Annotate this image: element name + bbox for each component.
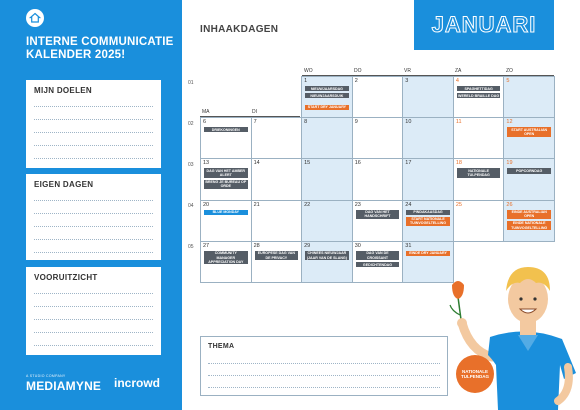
own-days-lines bbox=[34, 188, 153, 253]
event-label: PINDAKAASDAG bbox=[406, 210, 450, 215]
mediamyne-logo-text: MEDIAMYNE bbox=[26, 379, 102, 393]
event-label: DAG VAN HET HANDSCHRIFT bbox=[356, 210, 400, 219]
mediamyne-logo bbox=[26, 374, 101, 393]
calendar-day-cell[interactable] bbox=[301, 76, 353, 118]
month-label: JANUARI bbox=[431, 12, 537, 37]
calendar-day-cell[interactable] bbox=[503, 76, 555, 118]
theme-label: THEMA bbox=[208, 343, 235, 350]
day-number: 20 bbox=[203, 201, 210, 208]
day-number: 19 bbox=[506, 160, 513, 167]
event-label: BLUE MONDAY bbox=[204, 210, 248, 215]
calendar-day-cell[interactable] bbox=[352, 200, 404, 242]
dayhead-ma: MA bbox=[202, 109, 210, 115]
home-logo-icon bbox=[26, 9, 44, 27]
day-number: 21 bbox=[253, 201, 260, 208]
calendar-day-cell[interactable] bbox=[301, 117, 353, 159]
event-label: COMMUNITY MANAGER APPRECIATION DAY bbox=[204, 251, 248, 265]
calendar-title-line-2: KALENDER 2025! bbox=[26, 49, 126, 61]
dayhead-vr: VR bbox=[404, 68, 411, 74]
day-number: 23 bbox=[354, 201, 361, 208]
brand-tagline: A STUDIO COMPANY bbox=[26, 374, 66, 378]
calendar-title bbox=[26, 36, 176, 62]
calendar-day-cell[interactable] bbox=[453, 76, 505, 118]
week-number-5: 05 bbox=[188, 244, 194, 250]
page-title: INHAAKDAGEN bbox=[200, 24, 279, 35]
calendar-day-cell[interactable] bbox=[402, 76, 454, 118]
day-number: 12 bbox=[506, 119, 513, 126]
day-number: 31 bbox=[405, 242, 412, 249]
incrowd-logo: incrowd bbox=[114, 376, 161, 390]
day-number: 5 bbox=[506, 78, 510, 84]
day-number: 11 bbox=[455, 119, 462, 126]
day-number: 7 bbox=[253, 119, 257, 126]
outlook-box[interactable] bbox=[26, 267, 161, 355]
day-number: 9 bbox=[354, 119, 358, 126]
sidebar bbox=[0, 0, 182, 410]
calendar-day-cell[interactable] bbox=[453, 158, 505, 200]
calendar-empty-cell bbox=[251, 76, 303, 118]
event-label: DAG VAN DE CROISSANT bbox=[356, 251, 400, 260]
outlook-box-title: VOORUITZICHT bbox=[34, 273, 98, 282]
day-number: 6 bbox=[203, 119, 207, 126]
calendar-day-cell[interactable] bbox=[453, 117, 505, 159]
calendar-grid bbox=[200, 76, 554, 282]
event-label: NIEUWJAARSDAG bbox=[305, 86, 349, 91]
calendar-day-cell[interactable] bbox=[402, 117, 454, 159]
calendar-day-cell[interactable] bbox=[251, 200, 303, 242]
week-number-1: 01 bbox=[188, 80, 194, 86]
calendar-day-cell[interactable] bbox=[352, 76, 404, 118]
calendar-day-cell[interactable] bbox=[251, 158, 303, 200]
day-number: 4 bbox=[455, 78, 459, 84]
day-number: 14 bbox=[253, 160, 260, 167]
dayhead-zo: ZO bbox=[506, 68, 513, 74]
event-label: DAG VAN HET AMBER ALERT bbox=[204, 168, 248, 177]
event-label: SPAGHETTIDAG bbox=[457, 86, 501, 91]
theme-box[interactable] bbox=[200, 336, 448, 396]
day-number: 24 bbox=[405, 201, 412, 208]
goals-lines bbox=[34, 94, 153, 159]
day-number: 17 bbox=[405, 160, 412, 167]
calendar-day-cell[interactable] bbox=[352, 117, 404, 159]
day-number: 3 bbox=[405, 78, 409, 84]
calendar-day-cell[interactable] bbox=[503, 117, 555, 159]
day-number: 22 bbox=[304, 201, 311, 208]
event-label: NATIONALE TULPENDAG bbox=[457, 168, 501, 177]
calendar-day-cell[interactable] bbox=[301, 200, 353, 242]
dayhead-do: DO bbox=[354, 68, 362, 74]
week-number-3: 03 bbox=[188, 162, 194, 168]
event-label: EINDE DRY JANUARY bbox=[406, 251, 450, 256]
calendar-day-cell[interactable] bbox=[301, 241, 353, 283]
month-banner bbox=[414, 0, 554, 50]
event-label: POPCORNDAG bbox=[507, 168, 551, 173]
calendar-day-cell[interactable] bbox=[301, 158, 353, 200]
dayhead-wo: WO bbox=[304, 68, 313, 74]
day-number: 29 bbox=[304, 242, 311, 249]
dayhead-di: DI bbox=[252, 109, 257, 115]
own-days-box-title: EIGEN DAGEN bbox=[34, 180, 94, 189]
day-number: 25 bbox=[455, 201, 462, 208]
calendar-day-cell[interactable] bbox=[352, 241, 404, 283]
calendar-title-line-1: INTERNE COMMUNICATIE bbox=[26, 36, 174, 48]
calendar-day-cell[interactable] bbox=[503, 200, 555, 242]
day-number: 15 bbox=[304, 160, 311, 167]
event-label: EUROPESE DAG VAN DE PRIVACY bbox=[255, 251, 299, 260]
day-number: 8 bbox=[304, 119, 308, 126]
event-label: EINDE AUSTRALIAN OPEN bbox=[507, 210, 551, 219]
day-number: 1 bbox=[304, 78, 308, 84]
event-label: START DRY JANUARY bbox=[305, 105, 349, 110]
event-label: START NATIONALE TUINVOGELTELLING bbox=[406, 217, 450, 226]
event-label: WERELD BRAILLE DAG bbox=[458, 93, 500, 98]
day-number: 26 bbox=[506, 201, 513, 208]
week-number-4: 04 bbox=[188, 203, 194, 209]
calendar-day-cell[interactable] bbox=[200, 241, 252, 283]
goals-box-title: MIJN DOELEN bbox=[34, 86, 92, 95]
calendar-day-cell[interactable] bbox=[503, 158, 555, 200]
dayhead-za: ZA bbox=[455, 68, 462, 74]
day-number: 10 bbox=[405, 119, 412, 126]
event-label: GEDICHTENDAG bbox=[356, 262, 400, 267]
national-tulip-day-badge: NATIONALE TULPENDAG bbox=[456, 355, 494, 393]
outlook-lines bbox=[34, 281, 153, 346]
calendar-day-cell[interactable] bbox=[200, 117, 252, 159]
day-number: 18 bbox=[455, 160, 462, 167]
day-number: 2 bbox=[354, 78, 358, 84]
calendar-day-cell[interactable] bbox=[402, 158, 454, 200]
day-number: 27 bbox=[203, 242, 210, 249]
event-label: START AUSTRALIAN OPEN bbox=[507, 127, 551, 136]
week-number-2: 02 bbox=[188, 121, 194, 127]
day-number: 30 bbox=[354, 242, 361, 249]
day-number: 16 bbox=[354, 160, 361, 167]
calendar-day-cell[interactable] bbox=[251, 117, 303, 159]
day-number: 13 bbox=[203, 160, 210, 167]
calendar-day-cell[interactable] bbox=[200, 200, 252, 242]
calendar-day-cell[interactable] bbox=[453, 200, 505, 242]
own-days-box[interactable] bbox=[26, 174, 161, 260]
calendar-day-cell[interactable] bbox=[200, 158, 252, 200]
calendar-day-cell[interactable] bbox=[402, 200, 454, 242]
event-label: CHINEES NIEUWJAAR (JAAR VAN DE SLANG) bbox=[306, 251, 347, 260]
event-label: NIEUWJAARSDUIK bbox=[305, 93, 349, 98]
calendar-empty-cell bbox=[200, 76, 252, 118]
event-label: EINDE NATIONALE TUINVOGELTELLING bbox=[507, 221, 551, 230]
day-number: 28 bbox=[253, 242, 260, 249]
calendar-day-cell[interactable] bbox=[251, 241, 303, 283]
event-label: DRIEKONINGEN bbox=[204, 127, 248, 132]
goals-box[interactable] bbox=[26, 80, 161, 168]
calendar-day-cell[interactable] bbox=[352, 158, 404, 200]
event-label: BRENG JE BUREAU OP ORDE bbox=[205, 180, 247, 189]
